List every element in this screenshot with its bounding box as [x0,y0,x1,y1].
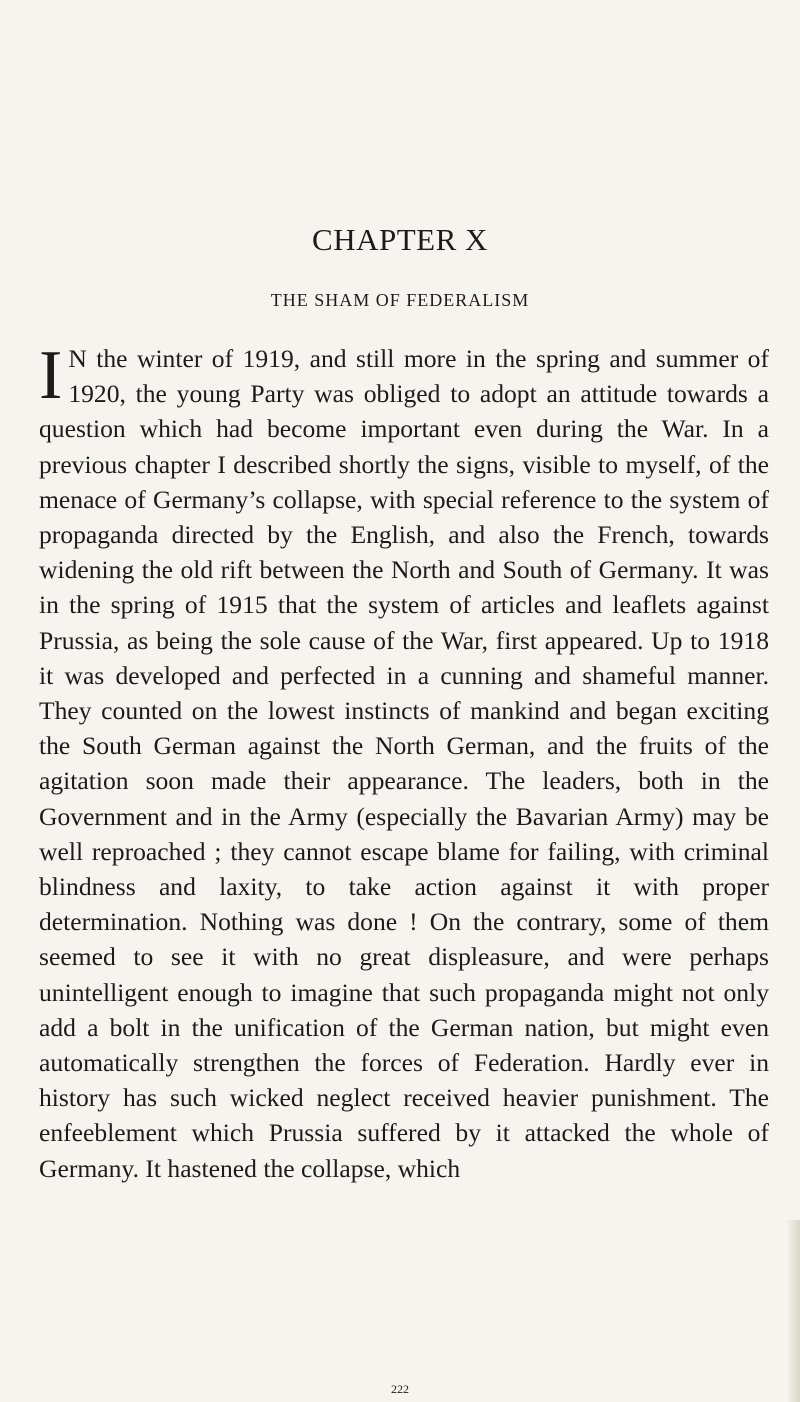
body-paragraph [39,337,769,1186]
drop-cap: I [39,337,63,414]
paragraph-text: the winter of 1919, and still more in the spring and summer of 1920, the young Party was obliged to adopt an attitude towards a question which had become important even during the War. In a previous chapter I described shortly the signs, visible to myself, of the menace of Germany’s collapse, with special reference to the system of propaganda directed by the English, and also the French, towards widening the old rift between the North and South of Germany. It was in the spring of 1915 that the system of articles and leaflets against Prussia, as being the sole cause of the War, first appeared. Up to 1918 it was developed and perfected in a cunning and shameful manner. They counted on the lowest instincts of mankind and began exciting the South German against the North German, and the fruits of the agitation soon made their appearance. The leaders, both in the Government and in the Army (especially the Bavarian Army) may be well reproached ; they cannot escape blame for failing, with criminal blindness and laxity, to take action against it with proper determination. Nothing was done ! On the contrary, some of them seemed to see it with no great displeasure, and were perhaps unintelligent enough to imagine that such propaganda might not only add a bolt in the unification of the German nation, but might even automatically strengthen the forces of Federation. Hardly ever in history has such wicked neglect received heavier punishment. The enfeeblement which Prussia suffered by it attacked the whole of Germany. It hastened the collapse, which [39,344,769,1183]
lead-letters: N [68,344,87,373]
page-number: 222 [391,1382,409,1396]
page-edge-shadow [786,1220,800,1402]
chapter-number: CHAPTER X [312,222,488,257]
chapter-title: THE SHAM OF FEDERALISM [270,290,530,310]
